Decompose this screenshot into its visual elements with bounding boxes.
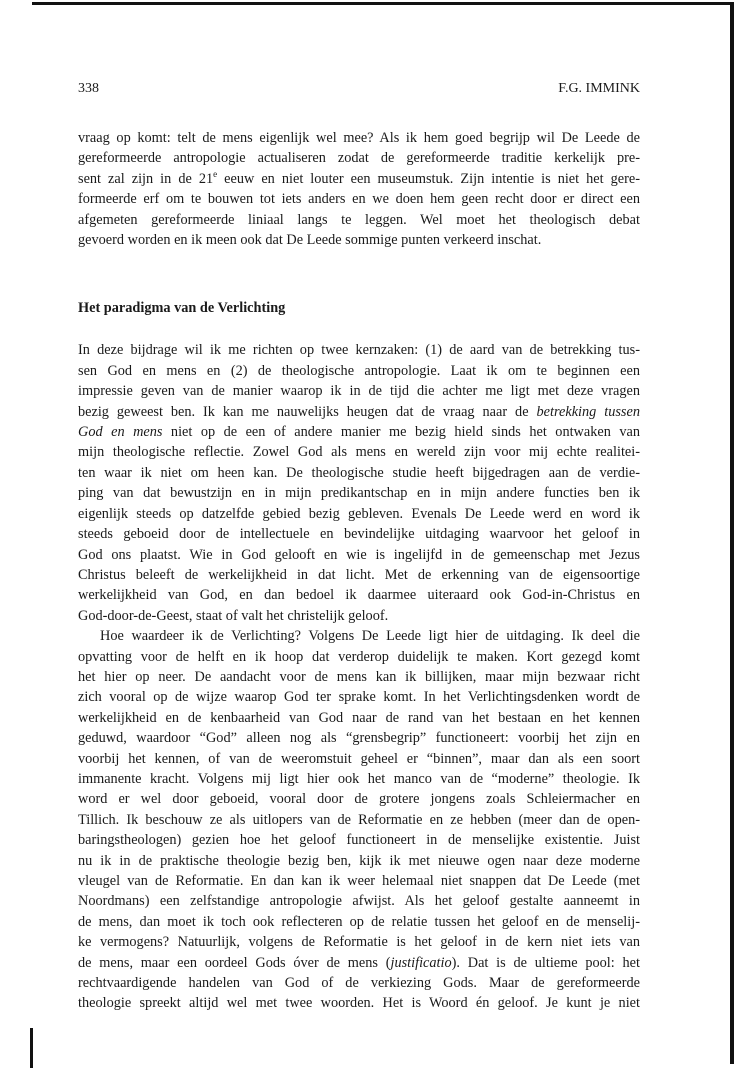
text-line: vraag op komt: telt de mens eigenlijk wel mee? Als ik hem goed begrijp wil De Leede de (78, 130, 640, 146)
text-line: immanente kracht. Volgens mij ligt hier ook het manco van de “moderne” theologie. Ik (78, 770, 640, 787)
page-number: 338 (78, 81, 99, 96)
paragraph-1 (78, 128, 640, 250)
page-header (78, 80, 640, 98)
text-line: ke vermogens? Natuurlijk, volgens de Reformatie is het geloof in de kern niet iets van (78, 934, 640, 951)
text-line: theologie spreekt altijd wel met twee woorden. Het is Woord én geloof. Je kunt je niet (78, 995, 640, 1012)
paragraph-3 (78, 626, 640, 1014)
text-line: God ons plaatst. Wie in God gelooft en wie is ingelijfd in de gemeenschap met Jezus (78, 546, 640, 563)
paragraph-2 (78, 340, 640, 626)
text-line: Christus beleeft de werkelijkheid in dat licht. Met de erkenning van de eigensoortige (78, 566, 640, 583)
text-line: steeds geboeid door de intellectuele en bevindelijke uitdaging waarvoor het geloof in (78, 526, 640, 543)
text-line: impressie geven van de manier waarop ik in de tijd die achter me ligt met deze vragen (78, 383, 640, 400)
text-line: geduwd, waardoor “God” alleen nog als “grensbegrip” functioneert: voorbij het zijn en (78, 730, 640, 747)
text-line: gevoerd worden en ik meen ook dat De Leede sommige punten verkeerd inschat. (78, 232, 542, 249)
text-line: In deze bijdrage wil ik me richten op twee kernzaken: (1) de aard van de betrekking tus- (78, 342, 640, 359)
text-line: rechtvaardigende handelen van God of de verkiezing Gods. Maar de gereformeerde (78, 975, 640, 992)
text-line: Noordmans) een zelfstandige antropologie afwijst. Als het geloof gestalte aanneemt in (78, 893, 640, 910)
running-head: F.G. IMMINK (558, 81, 640, 96)
text-line: de mens, dan moet ik toch ook reflecteren op de relatie tussen het geloof en de menselij- (78, 913, 640, 930)
text-line: afgemeten gereformeerde liniaal langs te leggen. Wel moet het theologisch debat (78, 211, 640, 228)
text-line: sen God en mens en (2) de theologische antropologie. Laat ik om te beginnen een (78, 362, 640, 379)
text-line: baringstheologen) gezien hoe het geloof functioneert in de menselijke existentie. Juist (78, 832, 640, 849)
text-line: word er wel door geboeid, vooral door de grotere jongens zoals Schleiermacher en (78, 791, 640, 808)
superscript: e (213, 168, 218, 179)
text-line: eigenlijk steeds op datzelfde gebied bezig gebleven. Evenals De Leede werd en word ik (78, 505, 640, 522)
text-line: werkelijkheid en de kenbaarheid van God naar de rand van het bestaan en het kennen (78, 709, 640, 726)
text-line: opvatting voor de helft en ik hoop dat verderop duidelijk te maken. Kort gezegd komt (78, 648, 640, 665)
italic-phrase: justificatio (390, 954, 452, 971)
text-line: zich vooral op de wijze waarop God ter sprake komt. In het Verlichtingsdenken wordt de (78, 689, 640, 706)
text-line: Tillich. Ik beschouw ze als uitlopers van de Reformatie en ze hebben (meer dan de open- (78, 811, 640, 828)
text-line: bezig geweest ben. Ik kan me nauwelijks heugen dat de vraag naar de betrekking tussen (78, 403, 640, 420)
text-line: ping van dat bewustzijn en in mijn predikantschap en in mijn andere functies ben ik (78, 485, 640, 502)
page-border-left-fragment (30, 1028, 33, 1068)
document-page (78, 80, 640, 1014)
text-line: formeerde erf om te bouwen tot iets anders en we doen hem geen recht door er direct een (78, 191, 640, 208)
text-line: voorbij het kennen, of van de weeromstuit geheel er “binnen”, maar dan als een soort (78, 750, 640, 767)
page-border-right (730, 2, 734, 1064)
text-line: het hier op neer. De aandacht voor de mens kan ik billijken, maar mijn bezwaar richt (78, 668, 640, 685)
italic-phrase: betrekking tussen (536, 403, 640, 420)
text-line: vleugel van de Reformatie. En dan kan ik weer helemaal niet snappen dat De Leede (met (78, 873, 640, 889)
text-line: ten waar ik niet om heen kan. De theologische studie heeft bijgedragen aan de verdie- (78, 464, 640, 481)
text-line: God-door-de-Geest, staat of valt het christelijk geloof. (78, 607, 389, 624)
text-line: nu ik in de praktische theologie bezig ben, kijk ik met nieuwe ogen naar deze moderne (78, 852, 640, 869)
italic-phrase: God en mens (78, 424, 163, 441)
text-line: Hoe waardeer ik de Verlichting? Volgens De Leede ligt hier de uitdaging. Ik deel die (100, 628, 640, 645)
text-line: God en mens niet op de een of andere manier me bezig hield sinds het ontwaken van (78, 424, 640, 441)
text-line: gereformeerde antropologie actualiseren zodat de gereformeerde traditie kerkelijk pre- (78, 150, 640, 167)
page-border-top (32, 2, 730, 5)
text-line: mijn theologische reflectie. Zowel God als mens en wereld zijn voor mij echte realitei- (78, 444, 640, 461)
text-line: de mens, maar een oordeel Gods óver de mens (justificatio). Dat is de ultieme pool: het (78, 954, 640, 971)
text-line: werkelijkheid van God, en dan bedoel ik daarmee uiteraard ook God-in-Christus en (78, 587, 640, 604)
text-line: sent zal zijn in de 21e eeuw en niet louter een museumstuk. Zijn intentie is niet het gere- (78, 168, 640, 187)
section-heading: Het paradigma van de Verlichting (78, 300, 286, 317)
